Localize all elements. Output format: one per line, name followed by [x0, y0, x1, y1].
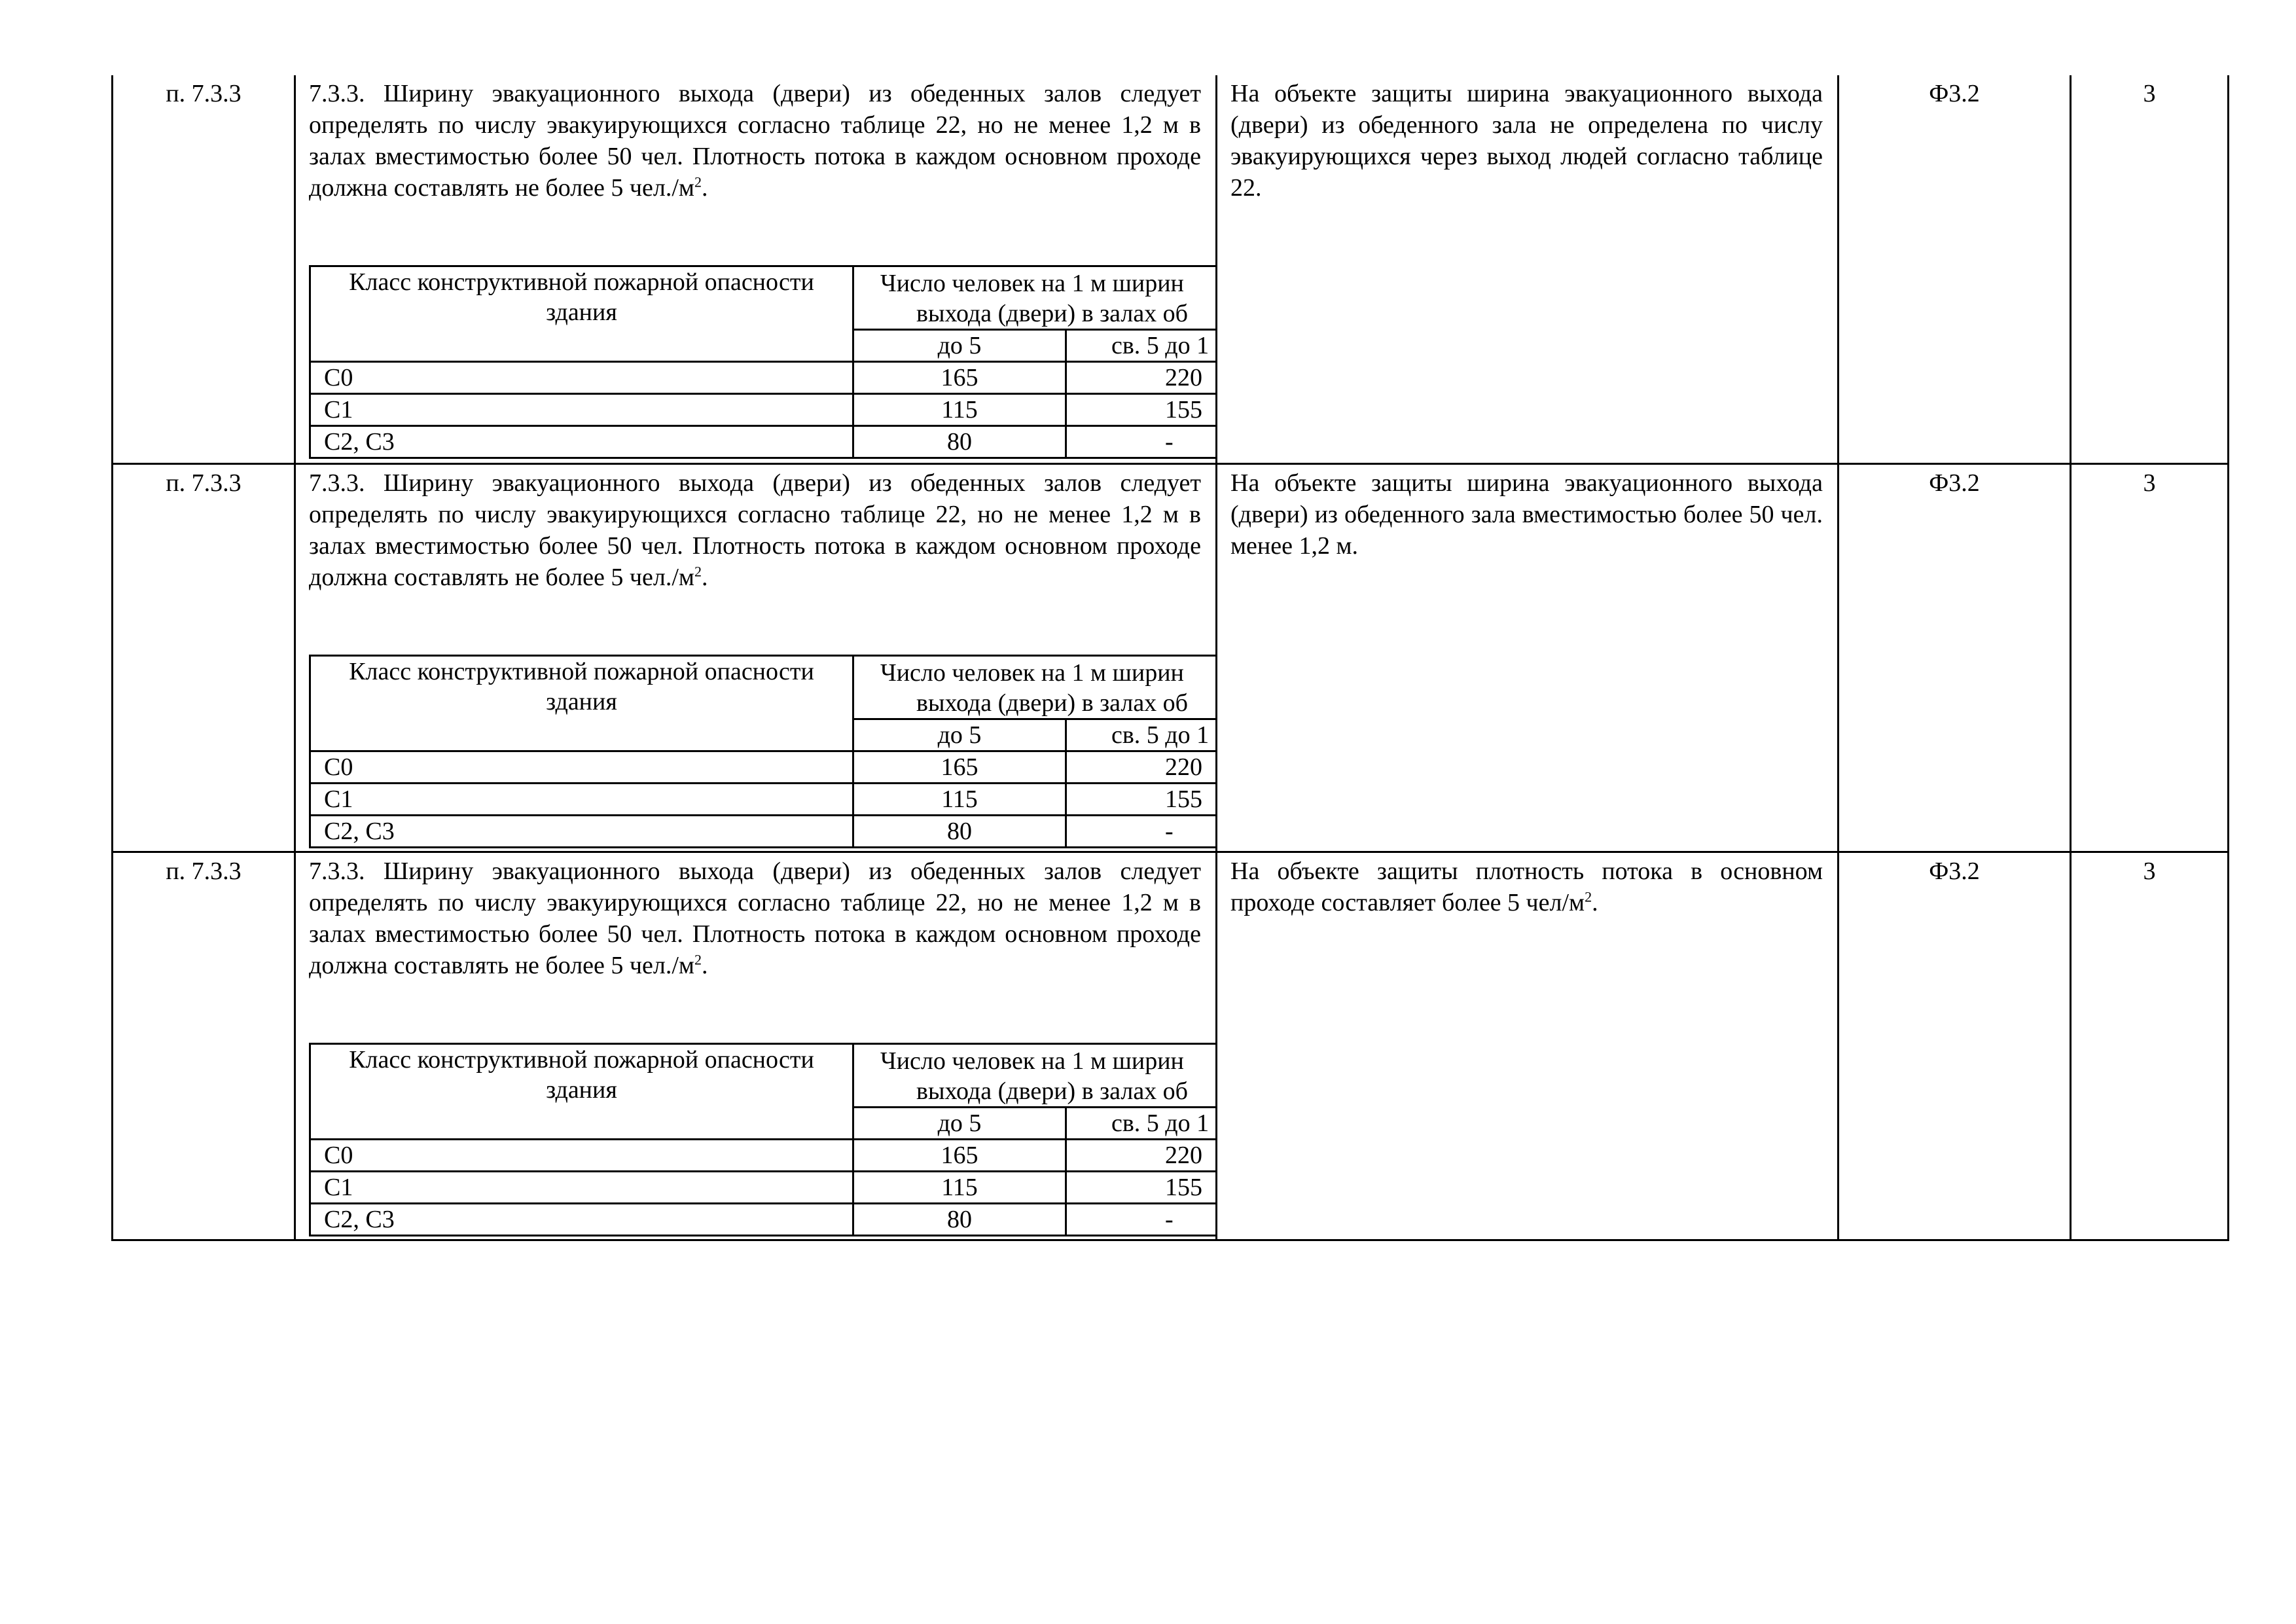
clause-ref: п. 7.3.3 — [166, 857, 242, 885]
table-22-header-people: Число человек на 1 м ширин выхода (двери) в залах об — [853, 655, 1217, 719]
table-22-value-a: 165 — [853, 1139, 1066, 1171]
requirement-cell — [295, 852, 1217, 1240]
table-22-class-cell: С0 — [310, 751, 853, 783]
table-22 — [309, 265, 1217, 459]
table-22-row — [310, 1139, 1217, 1171]
requirement-cell — [295, 463, 1217, 852]
table-22-value-a: 115 — [853, 1171, 1066, 1203]
table-22 — [309, 655, 1217, 848]
functional-class: Ф3.2 — [1929, 469, 1980, 497]
table-22-header-row — [310, 655, 1217, 719]
table-22-value-b: 155 — [1066, 1171, 1217, 1203]
table-22-value-b: - — [1066, 426, 1217, 458]
risk-category: 3 — [2143, 469, 2156, 497]
table-22-class-cell: С2, С3 — [310, 1203, 853, 1235]
risk-cell — [2071, 75, 2229, 463]
functional-class: Ф3.2 — [1929, 80, 1980, 107]
table-22-sub-a: до 5 — [853, 719, 1066, 751]
functional-class: Ф3.2 — [1929, 857, 1980, 885]
table-22-row — [310, 394, 1217, 426]
table-22-value-a: 80 — [853, 426, 1066, 458]
table-22-value-b: 220 — [1066, 1139, 1217, 1171]
table-22-sub-b: св. 5 до 1 — [1066, 1107, 1217, 1139]
table-22-value-b: - — [1066, 1203, 1217, 1235]
clause-cell — [113, 852, 295, 1240]
table-22-sub-a: до 5 — [853, 1107, 1066, 1139]
table-22-class-cell: С1 — [310, 783, 853, 815]
table-22-wrapper — [309, 265, 1217, 461]
table-row — [113, 463, 2229, 852]
table-22-value-a: 80 — [853, 1203, 1066, 1235]
table-22-header-people: Число человек на 1 м ширин выхода (двери) в залах об — [853, 1043, 1217, 1107]
table-22-value-b: 220 — [1066, 751, 1217, 783]
table-row — [113, 852, 2229, 1240]
table-22-value-b: 220 — [1066, 362, 1217, 394]
table-22 — [309, 1043, 1217, 1236]
class-cell — [1839, 75, 2071, 463]
table-22-sub-b: св. 5 до 1 — [1066, 330, 1217, 362]
violation-text: На объекте защиты ширина эвакуационного выхода (двери) из обеденного зала не определена по числу эвакуирующихся через выход людей согласно таблице 22. — [1230, 80, 1823, 202]
clause-ref: п. 7.3.3 — [166, 469, 242, 497]
table-22-value-b: 155 — [1066, 783, 1217, 815]
table-22-value-a: 80 — [853, 815, 1066, 847]
table-22-row — [310, 751, 1217, 783]
risk-category: 3 — [2143, 857, 2156, 885]
table-22-header-class: Класс конструктивной пожарной опасности здания — [310, 266, 853, 362]
clause-cell — [113, 75, 295, 463]
violation-cell — [1217, 463, 1839, 852]
table-22-class-cell: С0 — [310, 1139, 853, 1171]
violation-text: На объекте защиты плотность потока в основном проходе составляет более 5 чел/$м^2$. — [1230, 857, 1823, 916]
requirement-text: 7.3.3. Ширину эвакуационного выхода (двери) из обеденных залов следует определять по числу эвакуирующихся согласно таблице 22, но не менее 1,2 м в залах вместимостью более 50 чел. Плотность потока в каждом основном проходе должна составлять не более 5 $чел./м^2$. — [309, 80, 1201, 202]
table-22-value-b: - — [1066, 815, 1217, 847]
requirement-text: 7.3.3. Ширину эвакуационного выхода (двери) из обеденных залов следует определять по числу эвакуирующихся согласно таблице 22, но не менее 1,2 м в залах вместимостью более 50 чел. Плотность потока в каждом основном проходе должна составлять не более 5 $чел./м^2$. — [309, 469, 1201, 591]
table-22-sub-b: св. 5 до 1 — [1066, 719, 1217, 751]
table-22-row — [310, 362, 1217, 394]
table-22-header-class: Класс конструктивной пожарной опасности здания — [310, 655, 853, 751]
risk-cell — [2071, 852, 2229, 1240]
table-22-value-a: 165 — [853, 751, 1066, 783]
table-22-class-cell: С1 — [310, 1171, 853, 1203]
violation-cell — [1217, 75, 1839, 463]
table-22-value-a: 115 — [853, 394, 1066, 426]
table-22-class-cell: С2, С3 — [310, 815, 853, 847]
clause-cell — [113, 463, 295, 852]
table-22-value-b: 155 — [1066, 394, 1217, 426]
table-22-value-a: 115 — [853, 783, 1066, 815]
table-22-row — [310, 815, 1217, 847]
class-cell — [1839, 852, 2071, 1240]
risk-category: 3 — [2143, 80, 2156, 107]
class-cell — [1839, 463, 2071, 852]
table-22-class-cell: С1 — [310, 394, 853, 426]
table-22-wrapper — [309, 1043, 1217, 1239]
table-22-row — [310, 1171, 1217, 1203]
table-22-header-people: Число человек на 1 м ширин выхода (двери) в залах об — [853, 266, 1217, 330]
table-row — [113, 75, 2229, 463]
violation-text: На объекте защиты ширина эвакуационного выхода (двери) из обеденного зала вместимостью более 50 чел. менее 1,2 м. — [1230, 469, 1823, 560]
table-22-header-class: Класс конструктивной пожарной опасности здания — [310, 1043, 853, 1139]
table-22-wrapper — [309, 655, 1217, 851]
table-22-class-cell: С2, С3 — [310, 426, 853, 458]
table-22-class-cell: С0 — [310, 362, 853, 394]
requirement-cell — [295, 75, 1217, 463]
table-22-sub-a: до 5 — [853, 330, 1066, 362]
violation-cell — [1217, 852, 1839, 1240]
table-22-row — [310, 1203, 1217, 1235]
violations-table — [111, 75, 2229, 1241]
risk-cell — [2071, 463, 2229, 852]
requirement-text: 7.3.3. Ширину эвакуационного выхода (двери) из обеденных залов следует определять по числу эвакуирующихся согласно таблице 22, но не менее 1,2 м в залах вместимостью более 50 чел. Плотность потока в каждом основном проходе должна составлять не более 5 $чел./м^2$. — [309, 857, 1201, 979]
table-22-header-row — [310, 266, 1217, 330]
clause-ref: п. 7.3.3 — [166, 80, 242, 107]
table-22-value-a: 165 — [853, 362, 1066, 394]
table-22-row — [310, 783, 1217, 815]
table-22-row — [310, 426, 1217, 458]
table-22-header-row — [310, 1043, 1217, 1107]
